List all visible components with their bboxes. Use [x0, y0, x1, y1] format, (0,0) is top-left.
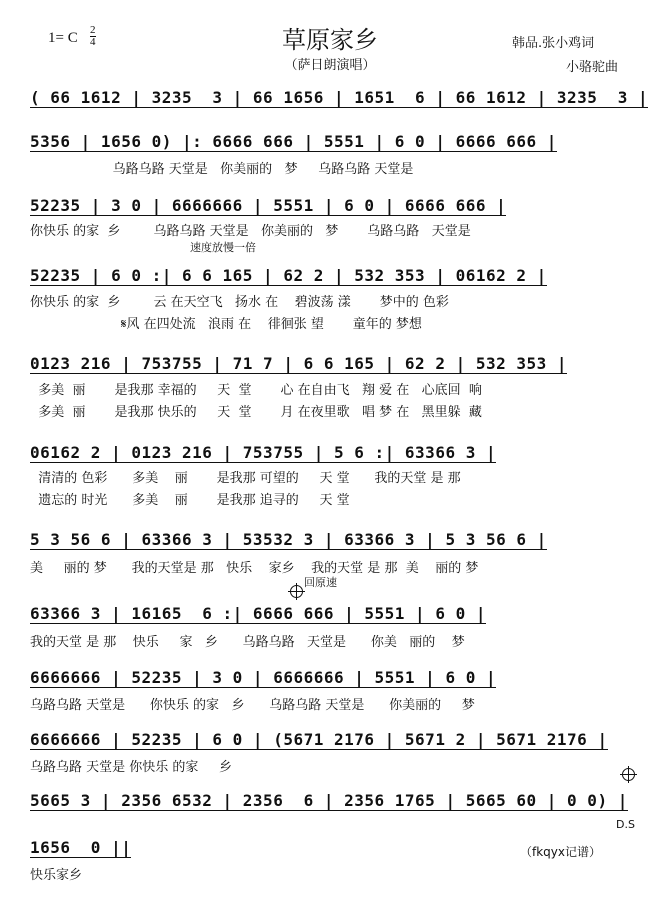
notation-row-8: 63366 3 | 16165 6 :| 6666 666 | 5551 | 6 0 |: [30, 604, 486, 623]
lyric-row-5-verse-2: 多美 丽 是我那 快乐的 天 堂 月 在夜里歌 唱 梦 在 黑里躲 藏: [30, 405, 482, 420]
notation-row-1: ( 66 1612 | 3235 3 | 66 1656 | 1651 6 | 66 1612 | 3235 3 |: [30, 88, 649, 107]
composer: 小骆驼曲: [566, 60, 619, 75]
notation-row-2: 5356 | 1656 0) |: 6666 666 | 5551 | 6 0 | 6666 666 |: [30, 132, 557, 151]
coda-sign-icon: [290, 585, 303, 598]
lyric-row-5-verse-1: 多美 丽 是我那 幸福的 天 堂 心 在自由飞 翔 爱 在 心底回 响: [30, 383, 482, 398]
notation-row-3: 52235 | 3 0 | 6666666 | 5551 | 6 0 | 6666 666 |: [30, 196, 507, 215]
ds-annotation: D.S: [616, 818, 635, 831]
slowdown-annotation: 速度放慢一倍: [190, 241, 256, 254]
notation-row-6: 06162 2 | 0123 216 | 753755 | 5 6 :| 63366 3 |: [30, 443, 497, 462]
coda-sign-end-icon: [622, 768, 635, 781]
notation-row-12: 1656 0 ||: [30, 838, 132, 857]
lyric-row-6-verse-2: 遗忘的 时光 多美 丽 是我那 追寻的 天 堂: [30, 493, 350, 508]
song-title: 草原家乡: [282, 26, 378, 54]
time-signature: [90, 25, 96, 48]
lyric-row-4-verse-2: 𝄋风 在四处流 浪雨 在 徘徊张 望 童年的 梦想: [30, 317, 422, 332]
notation-row-7: 5 3 56 6 | 63366 3 | 53532 3 | 63366 3 | 5 3 56 6 |: [30, 530, 547, 549]
lyricist: 韩品.张小鸡词: [512, 36, 595, 51]
lyric-row-4-verse-1: 你快乐 的家 乡 云 在天空飞 扬水 在 碧波荡 漾 梦中的 色彩: [30, 295, 449, 310]
lyric-row-12-verse-1: 快乐家乡: [30, 868, 83, 883]
lyric-row-7-verse-1: 美 丽的 梦 我的天堂是 那 快乐 家乡 我的天堂 是 那 美 丽的 梦: [30, 561, 479, 576]
lyric-row-10-verse-1: 乌路乌路 天堂是 你快乐 的家 乡: [30, 760, 233, 775]
back-tempo-annotation: 回原速: [304, 576, 337, 589]
time-signature-bottom: 4: [90, 36, 96, 48]
lyric-row-2-verse-1: 乌路乌路 天堂是 你美丽的 梦 乌路乌路 天堂是: [30, 162, 414, 177]
key-signature: 1= C: [48, 30, 78, 46]
transcriber-credit: （fkqyx记谱）: [520, 845, 601, 859]
lyric-row-9-verse-1: 乌路乌路 天堂是 你快乐 的家 乡 乌路乌路 天堂是 你美丽的 梦: [30, 698, 475, 713]
lyric-row-6-verse-1: 清清的 色彩 多美 丽 是我那 可望的 天 堂 我的天堂 是 那: [30, 471, 461, 486]
notation-row-9: 6666666 | 52235 | 3 0 | 6666666 | 5551 | 6 0 |: [30, 668, 497, 687]
notation-row-10: 6666666 | 52235 | 6 0 | (5671 2176 | 5671 2 | 5671 2176 |: [30, 730, 608, 749]
notation-row-11: 5665 3 | 2356 6532 | 2356 6 | 2356 1765 | 5665 60 | 0 0) |: [30, 791, 628, 810]
lyric-row-3-verse-1: 你快乐 的家 乡 乌路乌路 天堂是 你美丽的 梦 乌路乌路 天堂是: [30, 224, 471, 239]
lyric-row-8-verse-1: 我的天堂 是 那 快乐 家 乡 乌路乌路 天堂是 你美 丽的 梦: [30, 635, 465, 650]
song-subtitle: （萨日朗演唱）: [284, 58, 376, 73]
time-signature-top: 2: [90, 24, 96, 36]
notation-row-5: 0123 216 | 753755 | 71 7 | 6 6 165 | 62 2 | 532 353 |: [30, 354, 568, 373]
notation-row-4: 52235 | 6 0 :| 6 6 165 | 62 2 | 532 353 | 06162 2 |: [30, 266, 547, 285]
